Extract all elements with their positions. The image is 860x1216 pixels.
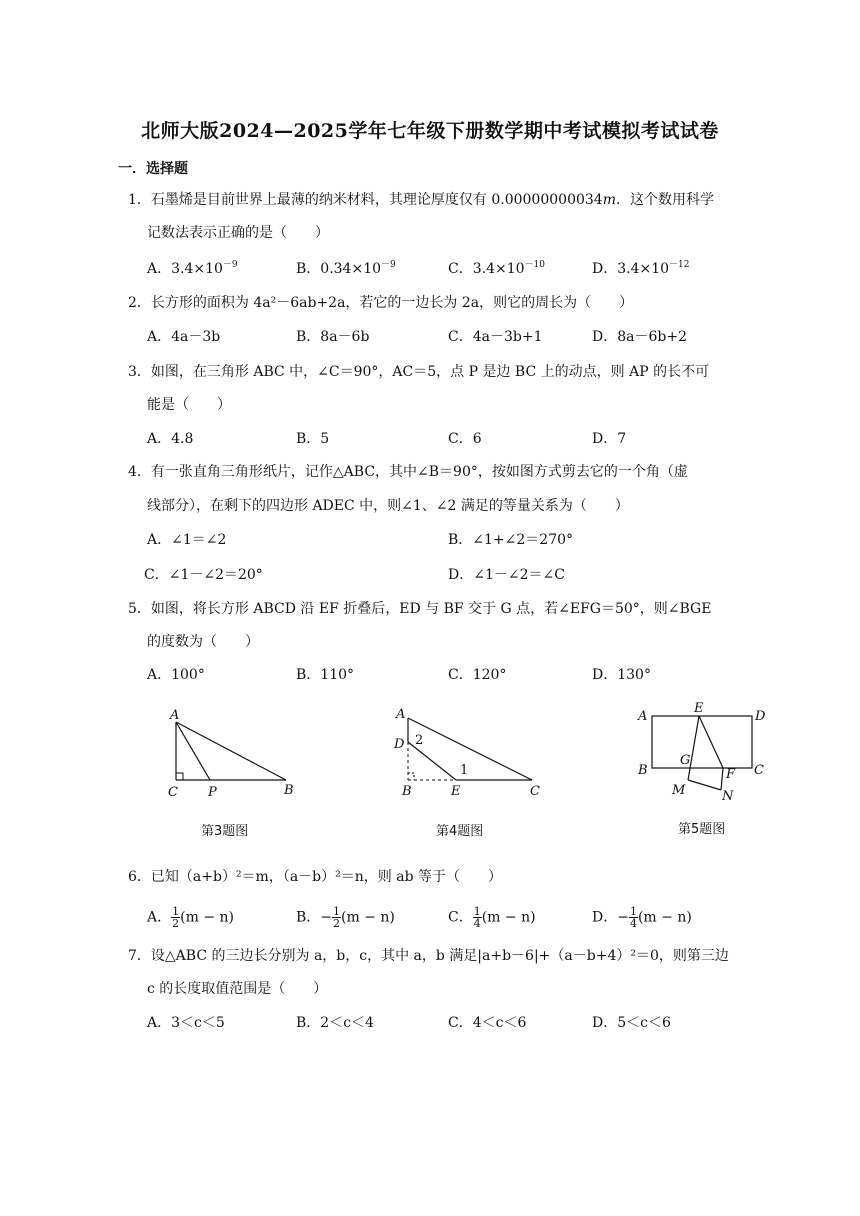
fig5-label-c: C — [754, 763, 764, 778]
question-7-line-2: c 的长度取值范围是（ ） — [147, 981, 328, 997]
q5-option-d: D．130° — [592, 667, 651, 683]
fig5-label-m: M — [672, 783, 686, 798]
q3-option-b: B．5 — [296, 431, 330, 447]
fig4-label-angle-1: 1 — [460, 763, 469, 778]
q6-option-c: C． $\frac{1}{4}$ (m − n) — [448, 905, 536, 930]
page-title: 北师大版2024—2025学年七年级下册数学期中考试模拟考试试卷 — [141, 120, 719, 142]
q7-option-d: D．5＜c＜6 — [592, 1015, 671, 1031]
q6-option-b: B．− $\frac{1}{2}$ (m − n) — [296, 905, 395, 930]
figure-3-diagram — [158, 702, 308, 802]
q6-option-a: A． $\frac{1}{2}$ (m − n) — [147, 905, 234, 930]
q7-option-b: B．2＜c＜4 — [296, 1015, 374, 1031]
fig5-label-g: G — [680, 753, 691, 768]
fig4-label-d: D — [394, 737, 405, 752]
q1-option-a: A．$3.4\times 10^{-9}$ — [147, 260, 238, 277]
q6-option-d: D．− $\frac{1}{4}$ (m − n) — [592, 905, 692, 930]
q6-fraction-a: $\frac{1}{2}$ — [172, 905, 180, 930]
fig5-label-a: A — [638, 709, 648, 724]
figure-3-caption: 第3题图 — [201, 824, 249, 839]
q4-option-d: D．∠1－∠2＝∠C — [448, 567, 565, 583]
figure-4-diagram — [388, 700, 558, 802]
q3-option-c: C．6 — [448, 431, 482, 447]
q6-fraction-b: $\frac{1}{2}$ — [333, 905, 341, 930]
question-1-line-2: 记数法表示正确的是（ ） — [147, 225, 329, 241]
fig3-label-c: C — [168, 785, 178, 800]
q2-option-b: B．8a－6b — [296, 329, 370, 345]
q3-option-a: A．4.8 — [147, 431, 194, 447]
q7-option-a: A．3＜c＜5 — [147, 1015, 225, 1031]
q3-option-d: D．7 — [592, 431, 627, 447]
section-heading: 一．选择题 — [118, 161, 188, 177]
question-2-text: 2．长方形的面积为 4a²－6ab+2a，若它的一边长为 2a，则它的周长为（ ） — [128, 295, 634, 311]
fig5-label-e: E — [694, 701, 704, 716]
fig3-label-b: B — [284, 783, 294, 798]
q7-option-c: C．4＜c＜6 — [448, 1015, 527, 1031]
figure-4-caption: 第4题图 — [436, 824, 484, 839]
question-3-line-1: 3．如图，在三角形 ABC 中，∠C＝90°，AC＝5，点 P 是边 BC 上的动点，则 AP 的长不可 — [128, 364, 710, 380]
fig4-label-c: C — [530, 784, 540, 799]
q2-option-c: C．4a－3b+1 — [448, 329, 543, 345]
q4-option-b: B．∠1+∠2＝270° — [448, 532, 574, 548]
q1-option-b: B．$0.34\times 10^{-9}$ — [296, 260, 396, 277]
q6-fraction-d: $\frac{1}{4}$ — [629, 905, 637, 930]
q4-option-a: A．∠1＝∠2 — [147, 532, 227, 548]
figure-5-caption: 第5题图 — [678, 822, 726, 837]
fig4-label-angle-2: 2 — [415, 733, 424, 748]
q2-option-d: D．8a－6b+2 — [592, 329, 687, 345]
fig5-label-b: B — [638, 763, 648, 778]
q6-fraction-c: $\frac{1}{4}$ — [473, 905, 481, 930]
question-5-line-1: 5．如图，将长方形 ABCD 沿 EF 折叠后，ED 与 BF 交于 G 点，若∠EFG＝50°，则∠BGE — [128, 601, 712, 617]
question-7-line-1: 7．设△ABC 的三边长分别为 a，b，c，其中 a，b 满足|a+b－6|+（a－b+4）²＝0，则第三边 — [128, 948, 729, 964]
fig3-label-p: P — [208, 785, 217, 800]
q1-option-d: D．$3.4\times 10^{-12}$ — [592, 260, 690, 277]
question-5-line-2: 的度数为（ ） — [147, 634, 259, 650]
question-3-line-2: 能是（ ） — [147, 397, 231, 413]
question-4-line-2: 线部分），在剩下的四边形 ADEC 中，则∠1、∠2 满足的等量关系为（ ） — [147, 498, 629, 514]
q4-option-c: C．∠1－∠2＝20° — [144, 567, 263, 583]
question-4-line-1: 4．有一张直角三角形纸片，记作△ABC，其中∠B＝90°，按如图方式剪去它的一个角（虚 — [128, 464, 688, 480]
q1-option-c: C．$3.4\times 10^{-10}$ — [448, 260, 545, 277]
q2-option-a: A．4a－3b — [147, 329, 221, 345]
fig5-label-f: F — [726, 767, 736, 782]
q5-option-c: C．120° — [448, 667, 507, 683]
q5-option-a: A．100° — [147, 667, 205, 683]
fig4-label-e: E — [451, 784, 461, 799]
figure-5-diagram — [630, 700, 790, 802]
fig4-label-a: A — [396, 707, 406, 722]
fig5-label-d: D — [755, 709, 766, 724]
question-1-line-1: 1．石墨烯是目前世界上最薄的纳米材料，其理论厚度仅有 0.00000000034m．这个数用科学 — [128, 192, 714, 208]
fig3-label-a: A — [170, 708, 180, 723]
question-6-text: 6．已知（a+b）²＝m，（a－b）²＝n，则 ab 等于（ ） — [128, 869, 502, 885]
fig4-label-b: B — [402, 784, 412, 799]
fig5-label-n: N — [722, 789, 734, 802]
q5-option-b: B．110° — [296, 667, 355, 683]
